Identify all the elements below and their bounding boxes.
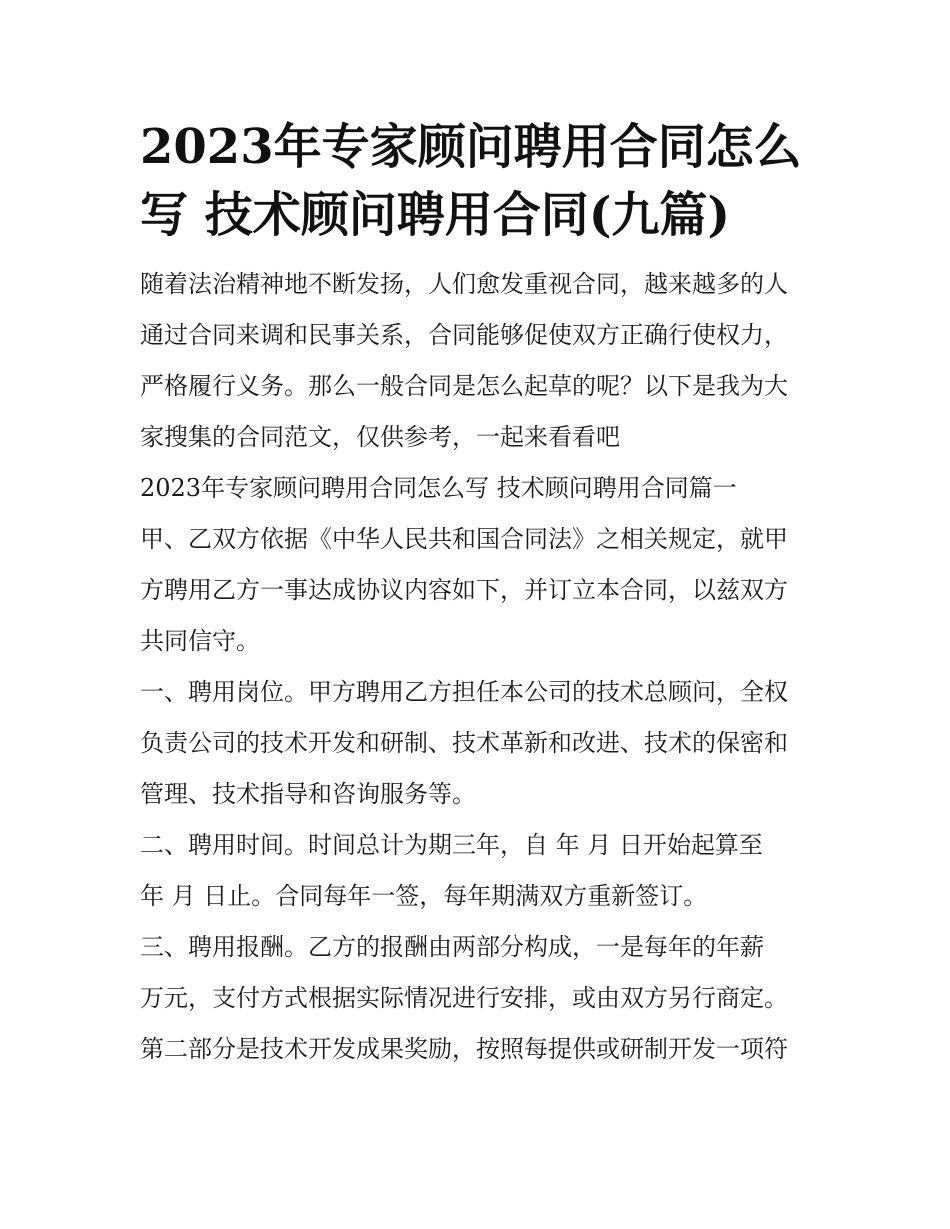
clause-3-paragraph bbox=[140, 922, 818, 1075]
text-line: 管理、技术指导和咨询服务等。 bbox=[140, 780, 476, 808]
text-line: 负责公司的技术开发和研制、技术革新和改进、技术的保密和 bbox=[140, 729, 788, 757]
text-line: 甲、乙双方依据《中华人民共和国合同法》之相关规定，就甲 bbox=[140, 525, 788, 553]
text-line: 严格履行义务。那么一般合同是怎么起草的呢？以下是我为大 bbox=[140, 372, 788, 400]
text-line: 家搜集的合同范文，仅供参考，一起来看看吧 bbox=[140, 423, 620, 451]
clause-2-paragraph bbox=[140, 820, 818, 922]
title-line: 写 技术顾问聘用合同(九篇) bbox=[140, 187, 731, 243]
section-heading-text: 2023年专家顾问聘用合同怎么写 技术顾问聘用合同篇一 bbox=[140, 474, 737, 502]
text-line: 通过合同来调和民事关系，合同能够促使双方正确行使权力， bbox=[140, 321, 788, 349]
document-body bbox=[140, 259, 818, 1075]
text-line: 方聘用乙方一事达成协议内容如下，并订立本合同，以兹双方 bbox=[140, 576, 788, 604]
document-title bbox=[140, 113, 818, 249]
text-line: 随着法治精神地不断发扬，人们愈发重视合同，越来越多的人 bbox=[140, 270, 788, 298]
clause-1-paragraph bbox=[140, 667, 818, 820]
text-line: 万元，支付方式根据实际情况进行安排，或由双方另行商定。 bbox=[140, 984, 788, 1012]
preamble-paragraph bbox=[140, 514, 818, 667]
text-line: 一、聘用岗位。甲方聘用乙方担任本公司的技术总顾问，全权 bbox=[140, 678, 788, 706]
text-line: 年 月 日止。合同每年一签，每年期满双方重新签订。 bbox=[140, 882, 708, 910]
intro-paragraph bbox=[140, 259, 818, 463]
section-heading bbox=[140, 463, 818, 514]
text-line: 二、聘用时间。时间总计为期三年，自 年 月 日开始起算至 bbox=[140, 831, 763, 859]
text-line: 共同信守。 bbox=[140, 627, 260, 655]
title-line: 2023年专家顾问聘用合同怎么 bbox=[140, 119, 802, 175]
text-line: 第二部分是技术开发成果奖励，按照每提供或研制开发一项符 bbox=[140, 1035, 788, 1063]
text-line: 三、聘用报酬。乙方的报酬由两部分构成，一是每年的年薪 bbox=[140, 933, 764, 961]
